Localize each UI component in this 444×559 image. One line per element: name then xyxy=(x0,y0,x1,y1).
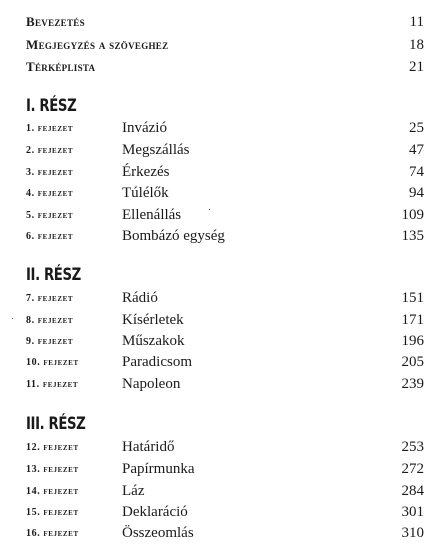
chapter-title: Láz xyxy=(122,482,145,499)
scan-speck xyxy=(12,318,13,319)
chapter-entry xyxy=(26,310,424,330)
chapter-page: 272 xyxy=(401,460,424,477)
toc-entry-page: 11 xyxy=(409,13,424,30)
chapter-page: 239 xyxy=(401,375,424,392)
chapter-number: 1. fejezet xyxy=(26,122,74,134)
chapter-entry xyxy=(26,288,424,308)
part-title-1: I. RÉSZ xyxy=(26,96,77,116)
part-title-2: II. RÉSZ xyxy=(26,265,81,285)
chapter-page: 74 xyxy=(409,163,424,180)
chapter-entry xyxy=(26,352,424,372)
chapter-entry xyxy=(26,162,424,182)
chapter-number: 6. fejezet xyxy=(26,230,74,242)
chapter-entry xyxy=(26,502,424,522)
chapter-page: 196 xyxy=(401,332,424,349)
chapter-title: Deklaráció xyxy=(122,503,188,520)
chapter-page: 284 xyxy=(401,482,424,499)
chapter-title: Bombázó egység xyxy=(122,227,225,244)
chapter-title: Napoleon xyxy=(122,375,181,392)
toc-entry-label: Megjegyzés a szöveghez xyxy=(26,37,169,52)
chapter-number: 10. fejezet xyxy=(26,356,79,368)
chapter-title: Invázió xyxy=(122,119,167,136)
chapter-page: 47 xyxy=(409,141,424,158)
chapter-title: Ellenállás xyxy=(122,206,182,223)
chapter-page: 171 xyxy=(401,311,424,328)
part-title-3: III. RÉSZ xyxy=(26,414,86,434)
chapter-entry xyxy=(26,374,424,394)
chapter-entry xyxy=(26,226,424,246)
chapter-number: 5. fejezet xyxy=(26,209,74,221)
chapter-entry xyxy=(26,481,424,501)
toc-entry-page: 18 xyxy=(409,36,424,53)
chapter-page: 205 xyxy=(401,353,424,370)
toc-entry-front-3 xyxy=(26,57,424,77)
chapter-number: 13. fejezet xyxy=(26,463,79,475)
chapter-entry xyxy=(26,140,424,160)
chapter-page: 25 xyxy=(409,119,424,136)
chapter-page: 135 xyxy=(401,227,424,244)
chapter-entry xyxy=(26,523,424,543)
chapter-title: Műszakok xyxy=(122,332,185,349)
chapter-number: 14. fejezet xyxy=(26,485,79,497)
toc-entry-label: Bevezetés xyxy=(26,14,85,29)
chapter-number: 4. fejezet xyxy=(26,187,74,199)
chapter-page: 94 xyxy=(409,184,424,201)
toc-entry-label: Térképlista xyxy=(26,59,96,74)
chapter-title: Érkezés xyxy=(122,163,170,180)
chapter-number: 2. fejezet xyxy=(26,144,74,156)
chapter-number: 16. fejezet xyxy=(26,527,79,539)
chapter-title: Kísérletek xyxy=(122,311,184,328)
toc-entry-page: 21 xyxy=(409,58,424,75)
chapter-title: Határidő xyxy=(122,438,175,455)
chapter-entry xyxy=(26,183,424,203)
chapter-title: Rádió xyxy=(122,289,158,306)
chapter-entry xyxy=(26,205,424,225)
toc-entry-front-1 xyxy=(26,12,424,32)
chapter-page: 109 xyxy=(401,206,424,223)
chapter-entry xyxy=(26,331,424,351)
chapter-entry xyxy=(26,118,424,138)
chapter-title: Túlélők xyxy=(122,184,169,201)
chapter-entry xyxy=(26,459,424,479)
chapter-title: Paradicsom xyxy=(122,353,192,370)
chapter-title: Megszállás xyxy=(122,141,190,158)
chapter-number: 3. fejezet xyxy=(26,166,74,178)
chapter-title: Összeomlás xyxy=(122,524,194,541)
chapter-page: 301 xyxy=(401,503,424,520)
chapter-page: 253 xyxy=(401,438,424,455)
scan-speck xyxy=(209,209,210,210)
chapter-number: 7. fejezet xyxy=(26,292,74,304)
chapter-entry xyxy=(26,437,424,457)
chapter-number: 8. fejezet xyxy=(26,314,74,326)
chapter-number: 9. fejezet xyxy=(26,335,74,347)
chapter-number: 15. fejezet xyxy=(26,506,79,518)
chapter-number: 11. fejezet xyxy=(26,378,79,390)
chapter-number: 12. fejezet xyxy=(26,441,79,453)
toc-entry-front-2 xyxy=(26,35,424,55)
chapter-title: Papírmunka xyxy=(122,460,195,477)
chapter-page: 310 xyxy=(401,524,424,541)
chapter-page: 151 xyxy=(401,289,424,306)
